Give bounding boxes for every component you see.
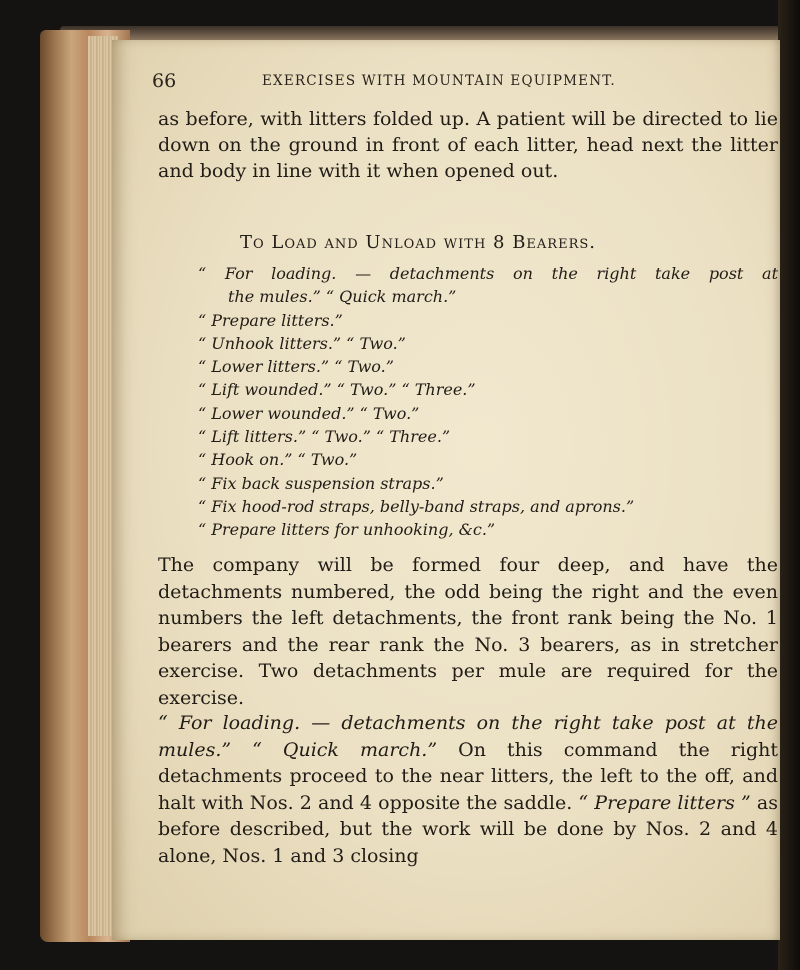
loading-command: “ For loading. — detachments on the right take post at the mules.” “ Quick march.” — [158, 712, 778, 761]
command-line: “ Prepare litters for unhooking, &c.” — [198, 520, 496, 540]
loading-text: On this command the right detachments proceed to the near litters, the left to the off, and halt with Nos. 2 and 4 opposite the saddle. — [158, 738, 778, 814]
loading-paragraph — [158, 710, 778, 869]
prepare-text: as before described, but the work will be done by Nos. 2 and 4 alone, Nos. 1 and 3 closing — [158, 791, 778, 867]
command-line: “ Lift wounded.” “ Two.” “ Three.” — [198, 380, 476, 400]
command-line: “ Fix hood-rod straps, belly-band straps, and aprons.” — [198, 496, 635, 516]
command-line: “ Hook on.” “ Two.” — [198, 450, 358, 470]
command-line: “ Lower litters.” “ Two.” — [198, 357, 394, 377]
command-line: the mules.” “ Quick march.” — [228, 287, 457, 307]
command-line: “ Prepare litters.” — [198, 310, 343, 330]
page-header — [152, 70, 752, 94]
prepare-command: “ Prepare litters ” — [578, 791, 751, 814]
command-line: “ For loading. — detachments on the right take post at — [198, 264, 778, 283]
command-line: “ Lower wounded.” “ Two.” — [198, 403, 420, 423]
right-shadow — [778, 0, 800, 970]
book-page — [112, 40, 780, 940]
command-line: “ Unhook litters.” “ Two.” — [198, 333, 406, 353]
command-line: “ Lift litters.” “ Two.” “ Three.” — [198, 427, 451, 447]
page-number: 66 — [152, 70, 177, 92]
command-list — [198, 262, 778, 542]
command-line: “ Fix back suspension straps.” — [198, 473, 444, 493]
running-head: EXERCISES WITH MOUNTAIN EQUIPMENT. — [262, 73, 616, 89]
formation-paragraph: The company will be formed four deep, and have the detachments numbered, the odd being the right and the even numbers the left detachments, the front rank being the No. 1 bearers and the rear rank the No. 3 bearers, as in stretcher exercise. Two detachments per mule are required for the exercise. — [158, 554, 778, 709]
section-heading: To Load and Unload with 8 Bearers. — [240, 232, 597, 253]
intro-paragraph: as before, with litters folded up. A patient will be directed to lie down on the ground in front of each litter, head next the litter and body in line with it when opened out. — [158, 108, 778, 182]
